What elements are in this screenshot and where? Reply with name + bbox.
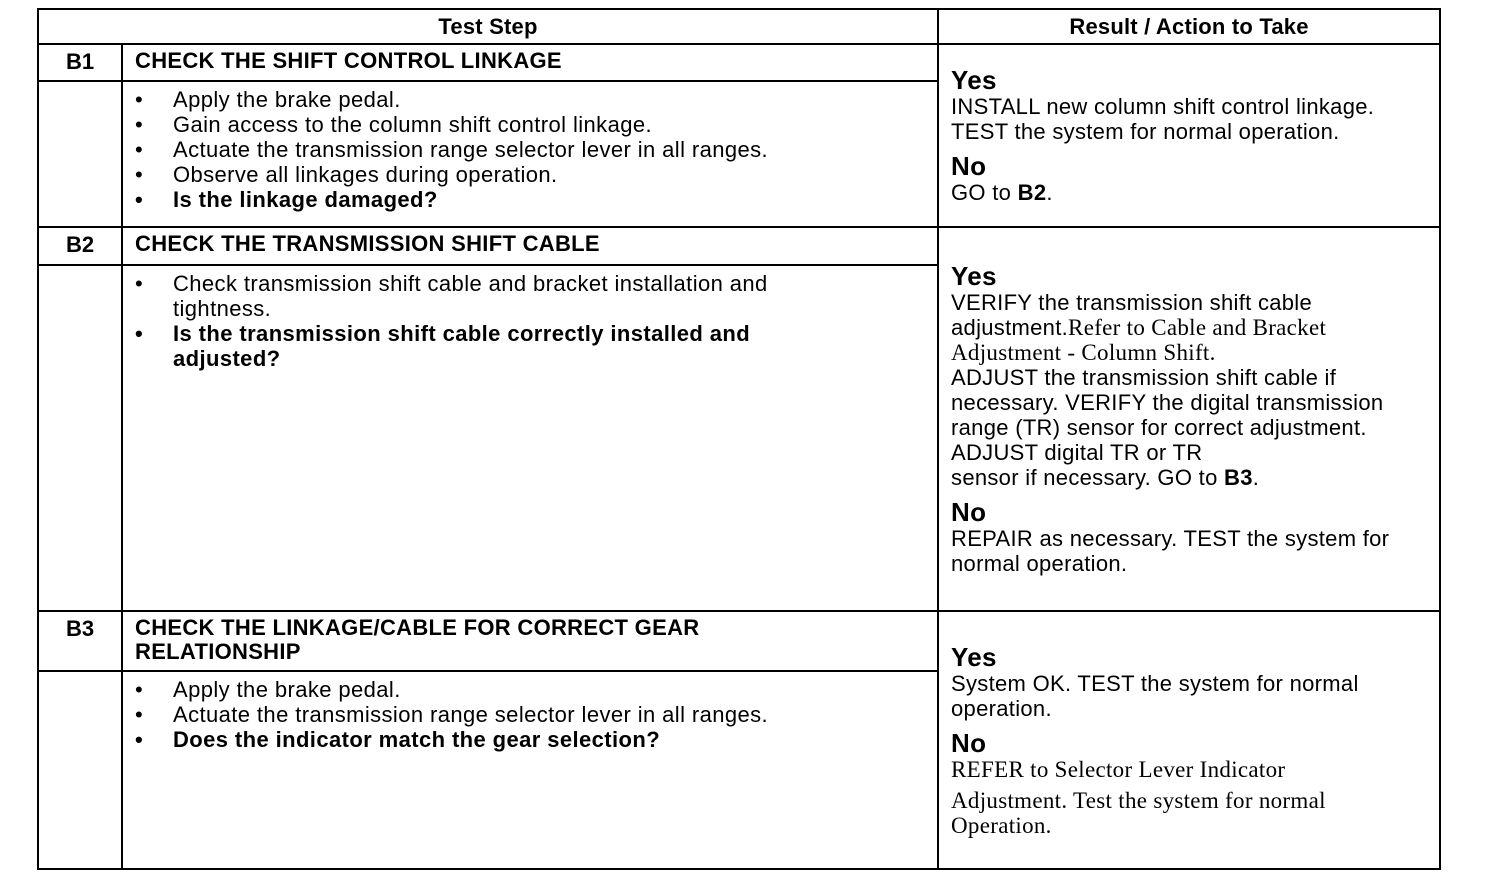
- bullet-text: Actuate the transmission range selector lever in all ranges.: [173, 137, 769, 163]
- no-action: REPAIR as necessary. TEST the system for normal operation.: [951, 526, 1390, 577]
- bullet-icon: •: [135, 270, 144, 296]
- list-item-question: [123, 321, 837, 371]
- bullet-icon: •: [135, 187, 144, 213]
- yes-action-text: VERIFY the transmission shift cable adjustment.: [951, 290, 1313, 341]
- list-item: [123, 677, 927, 702]
- bullet-text: Actuate the transmission range selector lever in all ranges.: [173, 702, 769, 728]
- bullet-icon: •: [135, 162, 144, 188]
- step-title: CHECK THE TRANSMISSION SHIFT CABLE: [122, 227, 938, 264]
- bullet-text: Apply the brake pedal.: [173, 87, 401, 113]
- step-action-cell: [938, 227, 1440, 611]
- yes-action: [951, 290, 1431, 365]
- yes-action-text: sensor if necessary. GO to: [951, 465, 1225, 491]
- bullet-icon: •: [135, 677, 144, 703]
- step-id: B2: [38, 227, 122, 264]
- no-action-end: .: [1046, 180, 1053, 206]
- header-test-step: Test Step: [38, 9, 938, 44]
- bullet-text: Observe all linkages during operation.: [173, 162, 558, 188]
- no-label: No: [951, 497, 987, 528]
- step-id: B1: [38, 44, 122, 81]
- bullet-icon: •: [135, 320, 144, 346]
- step-title-row: [38, 611, 1440, 671]
- no-action-text: GO to: [951, 180, 1018, 206]
- yes-label: Yes: [951, 65, 997, 96]
- yes-action: System OK. TEST the system for normal operation.: [951, 670, 1359, 721]
- step-action-cell: [938, 44, 1440, 227]
- step-title: CHECK THE SHIFT CONTROL LINKAGE: [122, 44, 938, 81]
- list-item-question: [123, 727, 927, 752]
- no-action: [951, 180, 1431, 205]
- list-item: [123, 137, 927, 162]
- step-title: CHECK THE LINKAGE/CABLE FOR CORRECT GEAR RELATIONSHIP: [122, 611, 938, 671]
- yes-action-line: TEST the system for normal operation.: [951, 119, 1340, 145]
- step-bullets: [122, 81, 938, 227]
- list-item-question: [123, 187, 927, 212]
- bullet-icon: •: [135, 112, 144, 138]
- no-action-line: Operation.: [951, 812, 1052, 838]
- no-label: No: [951, 151, 987, 182]
- diagnostic-table: [37, 8, 1441, 870]
- step-title-row: [38, 44, 1440, 81]
- step-id-blank: [38, 265, 122, 612]
- yes-label: Yes: [951, 261, 997, 292]
- bullet-icon: •: [135, 137, 144, 163]
- yes-action-end: .: [1252, 465, 1260, 491]
- reference-link[interactable]: Refer to Cable and Bracket Adjustment - Column Shift.: [951, 315, 1327, 366]
- bullet-text: Is the transmission shift cable correctly installed and adjusted?: [173, 320, 751, 371]
- step-id-blank: [38, 81, 122, 227]
- bullet-icon: •: [135, 727, 144, 753]
- yes-action-line: ADJUST digital TR or TR: [951, 440, 1203, 466]
- step-bullets: [122, 265, 938, 612]
- list-item: [123, 112, 927, 137]
- step-title-row: [38, 227, 1440, 264]
- step-bullets: [122, 671, 938, 869]
- header-result-action: Result / Action to Take: [938, 9, 1440, 44]
- yes-action-goto: [951, 465, 1431, 490]
- bullet-icon: •: [135, 702, 144, 728]
- yes-label: Yes: [951, 641, 997, 672]
- list-item: [123, 702, 927, 727]
- step-id-blank: [38, 671, 122, 869]
- goto-step-ref: B3: [1224, 465, 1253, 491]
- bullet-text: Apply the brake pedal.: [173, 677, 401, 703]
- bullet-text: Is the linkage damaged?: [173, 187, 438, 213]
- table-header-row: [38, 9, 1440, 44]
- bullet-text: Does the indicator match the gear selection?: [173, 727, 661, 753]
- no-label: No: [951, 727, 987, 758]
- bullet-text: Gain access to the column shift control linkage.: [173, 112, 652, 138]
- step-action-cell: [938, 611, 1440, 869]
- yes-action-adjust: ADJUST the transmission shift cable if necessary. VERIFY the digital transmission range (TR) sensor for correct adjustment.: [951, 365, 1384, 441]
- list-item: [123, 162, 927, 187]
- no-action-line: REFER to Selector Lever Indicator: [951, 756, 1286, 782]
- step-id: B3: [38, 611, 122, 671]
- bullet-icon: •: [135, 87, 144, 113]
- list-item: [123, 271, 837, 321]
- bullet-text: Check transmission shift cable and bracket installation and tightness.: [173, 270, 768, 321]
- no-action-line: Adjustment. Test the system for normal: [951, 787, 1326, 813]
- yes-action-line: INSTALL new column shift control linkage.: [951, 94, 1375, 120]
- list-item: [123, 87, 927, 112]
- goto-step-ref: B2: [1017, 180, 1047, 206]
